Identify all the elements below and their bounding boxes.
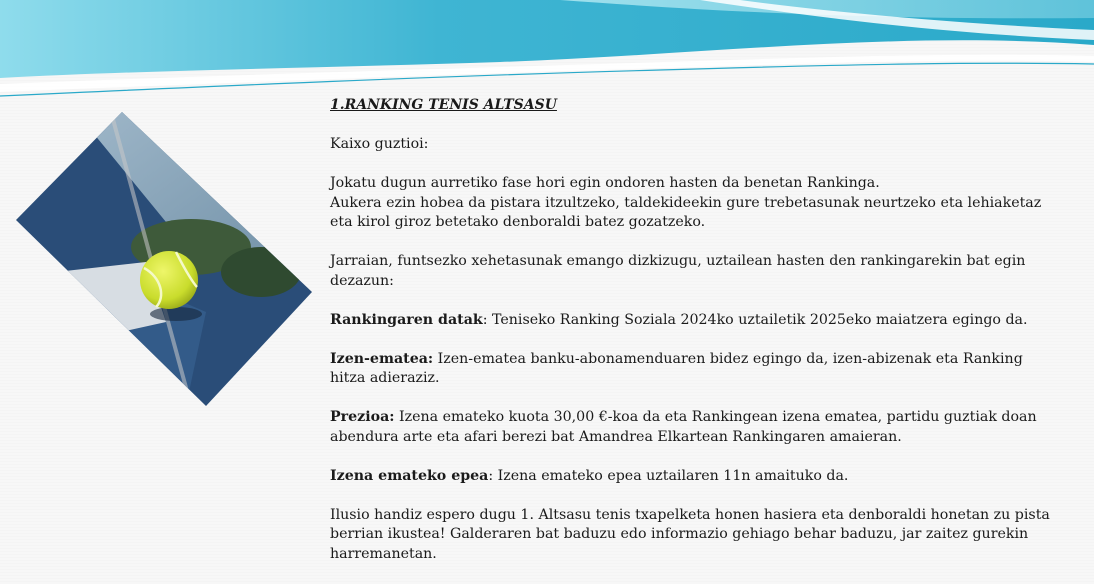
registration-text: Izen-ematea banku-abonamenduaren bidez egingo da, izen-abizenak eta Ranking hitza adieraziz. [330,350,1023,386]
intro-paragraph [330,174,1060,233]
registration-label: Izen-ematea: [330,350,434,367]
dates-paragraph [330,311,1060,331]
wave-banner [0,0,1094,110]
price-text: Izena emateko kuota 30,00 €-koa da eta Rankingean izena ematea, partidu guztiak doan abendura arte eta afari berezi bat Amandrea Elkartean Rankingaren amaieran. [330,409,1037,445]
closing-paragraph: Ilusio handiz espero dugu 1. Altsasu tenis txapelketa honen hasiera eta denboraldi honetan zu pista berrian ikustea! Galderaren bat baduzu edo informazio gehiago behar baduzu, jar zaitez gurekin harremanetan. [330,506,1050,562]
registration-paragraph [330,350,1060,389]
intro-line-1: Jokatu dugun aurretiko fase hori egin ondoren hasten da benetan Rankinga. [330,175,880,191]
article-title: 1.RANKING TENIS ALTSASU [330,97,557,113]
deadline-label: Izena emateko epea [330,467,489,484]
price-paragraph [330,408,1060,447]
greeting: Kaixo guztioi: [330,136,429,152]
intro-line-2: Aukera ezin hobea da pistara itzultzeko, taldekideekin gure trebetasunak neurtzeko eta lehiaketaz eta kirol giroz betetako denboraldi batez gozatzeko. [330,194,1042,230]
deadline-text: : Izena emateko epea uztailaren 11n amaituko da. [488,467,849,484]
dates-label: Rankingaren datak [330,311,483,328]
article-body [330,96,1060,584]
dates-text: : Teniseko Ranking Soziala 2024ko uztailetik 2025eko maiatzera egingo da. [482,311,1028,328]
deadline-paragraph [330,467,1060,487]
tennis-ball-court-photo [16,112,312,406]
price-label: Prezioa: [330,409,395,425]
details-intro: Jarraian, funtsezko xehetasunak emango dizkizugu, uztailean hasten den rankingarekin bat egin dezazun: [330,253,1026,289]
